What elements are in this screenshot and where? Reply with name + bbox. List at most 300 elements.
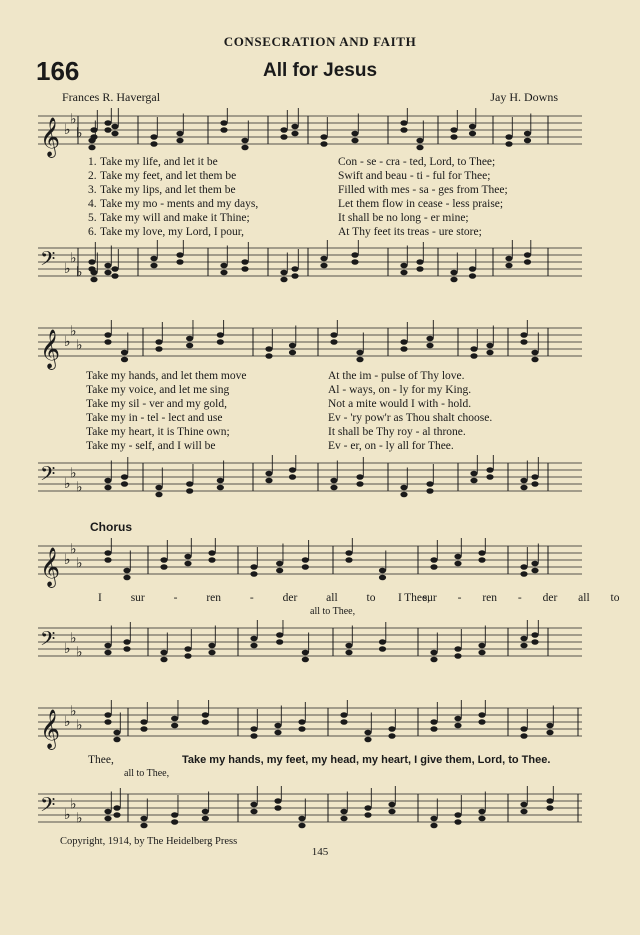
note-head [470,353,477,359]
note-head [470,346,477,352]
note-head [140,719,147,725]
note-head [388,726,395,732]
note-head [184,646,191,652]
note-head [104,478,111,484]
note-head [505,141,512,147]
note-head [345,650,352,656]
note-head [520,571,527,577]
note-head [450,134,457,140]
note-head [208,643,215,649]
note-head [104,816,111,822]
note-head [416,145,423,151]
note-head [340,809,347,815]
note-head [104,120,111,126]
note-head [90,277,97,283]
treble-clef-icon: 𝄞 [40,329,61,369]
note-head [330,339,337,345]
note-head [140,816,147,822]
note-head [274,723,281,729]
note-head [113,737,120,743]
note-head [430,564,437,570]
note-head [111,266,118,272]
note-head [345,557,352,563]
note-head [186,343,193,349]
bass-clef-icon: 𝄢 [40,627,56,655]
note-head [486,474,493,480]
chorus-line-1a: I sur - ren - der all to Thee, [98,592,431,604]
note-head [340,719,347,725]
note-head [469,131,476,137]
note-head [340,712,347,718]
note-head [176,131,183,137]
note-head [155,492,162,498]
note-head [250,564,257,570]
note-head [220,263,227,269]
note-head [217,485,224,491]
note-head [274,805,281,811]
note-head [150,263,157,269]
bass-clef-icon: 𝄢 [40,462,56,490]
flat-icon: ♭ [64,261,71,277]
note-head [351,138,358,144]
note-head [121,481,128,487]
note-head [531,568,538,574]
note-head [250,809,257,815]
note-head [356,474,363,480]
note-head [430,816,437,822]
note-head [330,485,337,491]
note-head [320,263,327,269]
verse-line-4: 4. Take my mo - ments and my days, Let them flow in cease - less praise; [88,198,504,210]
note-head [171,812,178,818]
flat-icon: ♭ [70,796,77,813]
verse-line-5: 5. Take my will and make it Thine; It shall be no long - er mine; [88,212,469,224]
note-head [160,557,167,563]
note-head [416,259,423,265]
bass-clef-icon: 𝄢 [40,793,56,821]
flat-icon: ♭ [70,541,77,558]
note-head [302,557,309,563]
note-head [524,138,531,144]
note-head [104,550,111,556]
flat-icon: ♭ [64,714,71,730]
staff-system-2-bass [38,455,582,505]
note-head [454,646,461,652]
note-head [289,350,296,356]
note-head [150,134,157,140]
note-head [186,336,193,342]
flat-icon: ♭ [64,334,71,350]
note-head [470,478,477,484]
note-head [104,339,111,345]
note-head [430,719,437,725]
verse-line-1: 1. Take my life, and let it be Con - se - cra - ted, Lord, to Thee; [88,156,496,168]
note-head [520,339,527,345]
flat-icon: ♭ [76,125,83,142]
note-head [450,127,457,133]
composer: Jay H. Downs [490,90,558,104]
note-head [469,266,476,272]
note-head [111,273,118,279]
note-head [104,263,111,269]
note-head [250,733,257,739]
verse-line-2: 2. Take my feet, and let them be Swift and beau - ti - ful for Thee; [88,170,491,182]
note-head [140,726,147,732]
note-head [171,723,178,729]
flat-icon: ♭ [76,555,83,572]
flat-icon: ♭ [70,630,77,647]
note-head [345,550,352,556]
note-head [478,712,485,718]
note-head [90,127,97,133]
note-head [400,127,407,133]
note-head [291,273,298,279]
note-head [291,124,298,130]
note-head [345,643,352,649]
note-head [113,805,120,811]
copyright: Copyright, 1914, by The Heidelberg Press [60,836,238,847]
note-head [364,805,371,811]
note-head [330,478,337,484]
note-head [241,259,248,265]
note-head [123,575,130,581]
note-head [241,138,248,144]
flat-icon: ♭ [64,476,71,492]
note-head [176,138,183,144]
note-head [531,639,538,645]
note-head [546,805,553,811]
staff-system-1-treble [38,108,582,158]
note-head [298,823,305,829]
page-number: 145 [311,846,329,858]
note-head [250,571,257,577]
note-head [320,256,327,262]
hymn-title: All for Jesus [262,60,378,81]
flat-icon: ♭ [64,552,71,568]
verse2-line-1: Take my hands, and let them move At the im - pulse of Thy love. [86,370,465,382]
note-head [478,809,485,815]
note-head [302,650,309,656]
note-head [520,726,527,732]
flat-icon: ♭ [64,641,71,657]
note-head [250,643,257,649]
note-head [289,474,296,480]
note-head [276,561,283,567]
note-head [241,266,248,272]
flat-icon: ♭ [70,323,77,340]
note-head [505,256,512,262]
note-head [208,550,215,556]
note-head [217,339,224,345]
flat-icon: ♭ [64,122,71,138]
note-head [531,350,538,356]
note-head [113,812,120,818]
note-head [104,650,111,656]
chorus-label: Chorus [90,520,132,534]
note-head [184,561,191,567]
note-head [186,488,193,494]
note-head [202,809,209,815]
note-head [505,134,512,140]
verse-line-3: 3. Take my lips, and let them be Filled with mes - sa - ges from Thee; [88,184,508,196]
note-head [160,657,167,663]
verse-line-6: 6. Take my love, my Lord, I pour, At Thy feet its treas - ure store; [88,226,482,238]
note-head [430,657,437,663]
note-head [356,481,363,487]
note-head [426,488,433,494]
note-head [520,564,527,570]
note-head [379,575,386,581]
note-head [505,263,512,269]
note-head [184,554,191,560]
chorus-echo-2: all to Thee, [124,768,170,779]
note-head [486,350,493,356]
note-head [276,639,283,645]
flat-icon: ♭ [70,703,77,720]
staff-system-2-treble [38,320,582,370]
note-head [454,716,461,722]
note-head [104,127,111,133]
flat-icon: ♭ [76,644,83,661]
note-head [430,823,437,829]
note-head [123,646,130,652]
note-head [478,550,485,556]
note-head [265,353,272,359]
note-head [104,719,111,725]
note-head [88,259,95,265]
note-head [478,557,485,563]
verse2-line-2: Take my voice, and let me sing Al - ways, on - ly for my King. [86,384,472,396]
treble-clef-icon: 𝄞 [40,547,61,587]
note-head [123,639,130,645]
note-head [469,273,476,279]
note-head [171,819,178,825]
note-head [356,357,363,363]
flat-icon: ♭ [64,807,71,823]
note-head [454,819,461,825]
note-head [90,270,97,276]
note-head [155,339,162,345]
note-head [280,270,287,276]
note-head [426,481,433,487]
note-head [217,478,224,484]
note-head [531,561,538,567]
verse2-line-5: Take my heart, it is Thine own; It shall be Thy roy - al throne. [86,426,466,438]
note-head [340,816,347,822]
note-head [470,471,477,477]
verse2-line-4: Take my in - tel - lect and use Ev - 'ry pow'r as Thou shalt choose. [86,412,493,424]
note-head [289,467,296,473]
note-head [104,809,111,815]
note-head [351,259,358,265]
flat-icon: ♭ [76,337,83,354]
note-head [478,650,485,656]
note-head [454,653,461,659]
note-head [400,339,407,345]
note-head [351,131,358,137]
note-head [88,145,95,151]
note-head [520,478,527,484]
note-head [478,816,485,822]
note-head [121,474,128,480]
note-head [208,557,215,563]
note-head [454,812,461,818]
note-head [274,798,281,804]
hymn-number: 166 [36,56,80,86]
note-head [111,131,118,137]
chorus-echo-1: all to Thee, [310,606,356,617]
note-head [265,346,272,352]
note-head [160,564,167,570]
note-head [520,809,527,815]
note-head [241,145,248,151]
note-head [524,131,531,137]
note-head [291,131,298,137]
note-head [176,259,183,265]
note-head [104,332,111,338]
flat-icon: ♭ [70,111,77,128]
note-head [388,802,395,808]
note-head [298,726,305,732]
note-head [478,643,485,649]
note-head [121,350,128,356]
note-head [220,120,227,126]
note-head [520,733,527,739]
note-head [298,816,305,822]
note-head [104,485,111,491]
note-head [123,568,130,574]
note-head [379,646,386,652]
chorus-line-1b: I sur - ren - der all to [398,592,620,604]
note-head [217,332,224,338]
note-head [364,737,371,743]
note-head [202,816,209,822]
note-head [265,478,272,484]
note-head [531,481,538,487]
treble-clef-icon: 𝄞 [40,117,61,157]
note-head [388,809,395,815]
note-head [298,719,305,725]
note-head [520,802,527,808]
note-head [265,471,272,477]
note-head [416,138,423,144]
note-head [531,632,538,638]
note-head [250,802,257,808]
note-head [379,639,386,645]
note-head [276,632,283,638]
staff-system-3-treble [38,538,582,588]
note-head [140,823,147,829]
note-head [520,332,527,338]
note-head [454,561,461,567]
note-head [454,723,461,729]
note-head [121,357,128,363]
note-head [400,263,407,269]
note-head [454,554,461,560]
flat-icon: ♭ [76,479,83,496]
note-head [104,270,111,276]
note-head [276,568,283,574]
note-head [320,141,327,147]
note-head [524,252,531,258]
note-head [400,270,407,276]
note-head [202,712,209,718]
note-head [150,256,157,262]
flat-icon: ♭ [70,465,77,482]
flat-icon: ♭ [76,810,83,827]
note-head [160,650,167,656]
staff-system-4-bass [38,786,582,836]
note-head [524,259,531,265]
note-head [155,485,162,491]
flat-icon: ♭ [76,264,83,281]
note-head [280,127,287,133]
note-head [351,252,358,258]
note-head [400,346,407,352]
note-head [430,650,437,656]
staff-system-4-treble [38,700,582,750]
note-head [546,798,553,804]
note-head [184,653,191,659]
note-head [469,124,476,130]
note-head [208,650,215,656]
note-head [450,277,457,283]
note-head [250,636,257,642]
note-head [478,719,485,725]
note-head [104,712,111,718]
note-head [546,723,553,729]
note-head [113,730,120,736]
note-head [330,332,337,338]
note-head [426,343,433,349]
note-head [150,141,157,147]
flat-icon: ♭ [70,250,77,267]
note-head [531,357,538,363]
note-head [520,636,527,642]
note-head [430,557,437,563]
note-head [400,492,407,498]
note-head [104,643,111,649]
note-head [289,343,296,349]
note-head [520,485,527,491]
note-head [426,336,433,342]
note-head [486,467,493,473]
section-header: CONSECRATION AND FAITH [223,34,417,49]
note-head [186,481,193,487]
verse2-line-6: Take my - self, and I will be Ev - er, on - ly all for Thee. [86,440,454,452]
note-head [356,350,363,356]
note-head [202,719,209,725]
note-head [430,726,437,732]
note-head [171,716,178,722]
note-head [155,346,162,352]
note-head [379,568,386,574]
verse2-line-3: Take my sil - ver and my gold, Not a mite would I with - hold. [86,398,472,410]
note-head [220,270,227,276]
note-head [416,266,423,272]
note-head [111,124,118,130]
note-head [302,564,309,570]
note-head [400,120,407,126]
note-head [280,134,287,140]
note-head [220,127,227,133]
staff-system-1-bass [38,240,582,290]
treble-clef-icon: 𝄞 [40,709,61,749]
chorus-line-2a: Thee, [88,754,114,766]
note-head [364,730,371,736]
note-head [320,134,327,140]
note-head [302,657,309,663]
